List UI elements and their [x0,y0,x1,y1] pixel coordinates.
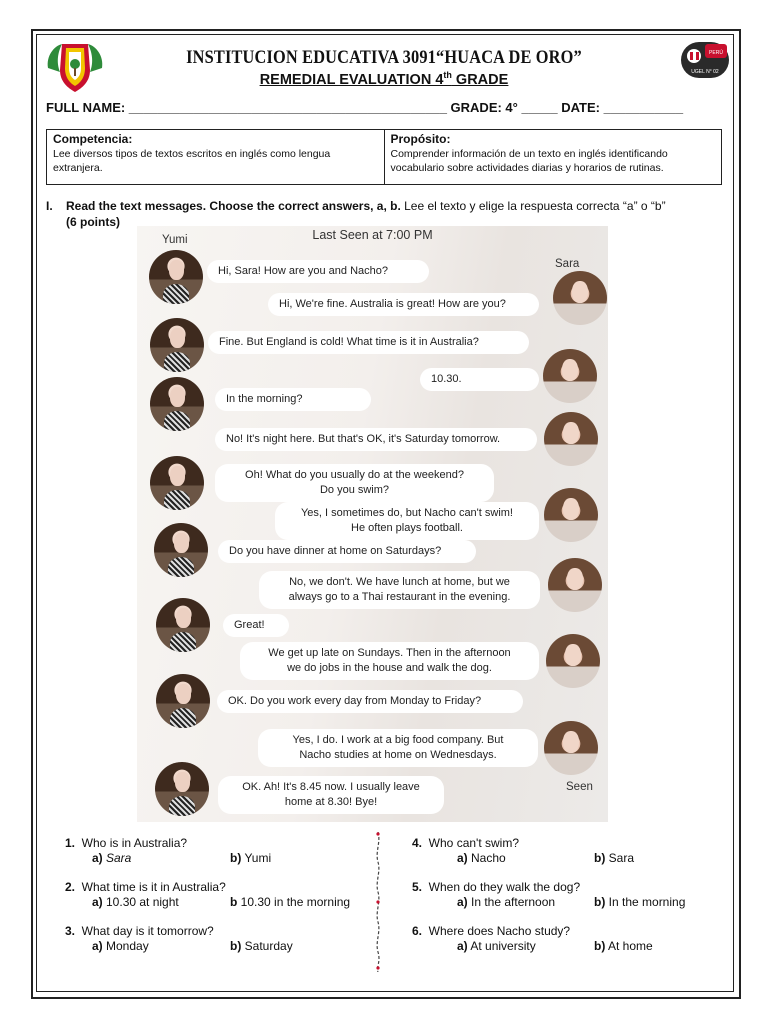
message-line: Fine. But England is cold! What time is it in Australia? [219,336,479,348]
instruction-bold: Read the text messages. Choose the correct answers, a, b. [66,199,401,213]
option-b[interactable] [230,895,350,910]
option-text: 10.30 in the morning [237,895,351,909]
chat-bubble-yumi [207,260,429,283]
instruction-points: (6 points) [66,215,120,229]
question-number: 4. [412,836,423,850]
message-line: Great! [234,619,265,631]
sara-avatar [548,558,602,612]
avatar-face [562,359,578,381]
avatar-face [170,466,185,486]
yumi-avatar [156,598,210,652]
option-text: Saturday [241,939,293,953]
avatar-face [563,422,579,444]
yumi-avatar [149,250,203,304]
avatar-face [170,387,185,407]
question-number: 6. [412,924,423,938]
yumi-avatar [154,523,208,577]
message-line: Hi, We're fine. Australia is great! How are you? [279,298,506,310]
avatar-face [170,328,185,348]
question-2 [65,880,226,895]
section-number: I. [46,199,53,213]
option-b[interactable] [230,939,293,954]
question-text: Who can't swim? [422,836,519,850]
option-text: Yumi [241,851,272,865]
option-letter: a) [92,851,103,865]
proposito-text: Comprender información de un texto en inglés identificando vocabulario sobre actividades diarias y horarios de rutinas. [390,148,668,174]
question-1 [65,836,187,851]
option-letter: b) [230,851,242,865]
option-letter: b) [230,939,242,953]
sara-avatar [544,412,598,466]
avatar-face [176,684,191,704]
sara-avatar [553,271,607,325]
chat-bubble-sara [268,293,539,316]
yumi-avatar [150,318,204,372]
option-text: In the afternoon [467,895,556,909]
chat-bubble-sara [420,368,539,391]
option-letter: b) [594,939,606,953]
option-a[interactable] [92,939,149,954]
message-line: We get up late on Sundays. Then in the afternoon [268,647,511,659]
option-letter: a) [92,939,103,953]
chat-bubble-sara [215,428,537,451]
option-text: At home [605,939,653,953]
question-3 [65,924,214,939]
yumi-name-label: Yumi [162,234,188,246]
question-number: 3. [65,924,76,938]
option-b[interactable] [594,851,634,866]
message-line: OK. Ah! It's 8.45 now. I usually leave [242,781,420,793]
message-line: Hi, Sara! How are you and Nacho? [218,265,388,277]
option-text: Sara [605,851,635,865]
option-text: 10.30 at night [102,895,179,909]
sara-avatar [544,488,598,542]
option-b[interactable] [594,939,653,954]
option-text: At university [467,939,536,953]
last-seen-label: Last Seen at 7:00 PM [312,228,433,242]
seen-label: Seen [566,781,593,793]
message-line: OK. Do you work every day from Monday to Friday? [228,695,482,707]
competencia-title: Competencia: [53,132,133,146]
question-4 [412,836,519,851]
message-line: home at 8.30! Bye! [284,796,378,808]
option-a[interactable] [92,851,131,866]
proposito-title: Propósito: [390,132,451,146]
chat-bubble-sara [258,729,538,767]
avatar-face [567,568,583,590]
option-a[interactable] [92,895,179,910]
yumi-avatar [150,377,204,431]
message-line: Yes, I do. I work at a big food company. But [292,734,504,746]
chat-bubble-yumi [218,540,476,563]
avatar-face [176,608,191,628]
chat-bubble-yumi [218,776,444,814]
competencia-proposito-table [46,129,722,185]
option-letter: a) [457,851,468,865]
chat-bubble-sara [275,502,539,540]
option-a[interactable] [457,939,536,954]
question-number: 5. [412,880,423,894]
chat-bubble-sara [259,571,540,609]
question-6 [412,924,570,939]
question-text: What time is it in Australia? [75,880,226,894]
question-text: When do they walk the dog? [422,880,581,894]
question-number: 1. [65,836,76,850]
option-text: In the morning [605,895,686,909]
yumi-avatar [150,456,204,510]
chat-bubble-yumi [217,690,523,713]
option-letter: b) [594,895,606,909]
message-line: Do you swim? [319,484,390,496]
option-b[interactable] [594,895,685,910]
avatar-face [169,260,184,280]
avatar-face [174,533,189,553]
message-line: we do jobs in the house and walk the dog. [287,662,492,674]
questions-section [0,834,768,984]
message-line: Yes, I sometimes do, but Nacho can't swim! [300,507,513,519]
option-text: Sara [102,851,132,865]
message-line: No, we don't. We have lunch at home, but we [289,576,510,588]
yumi-avatar [156,674,210,728]
message-line: He often plays football. [351,522,463,534]
evaluation-title: REMEDIAL EVALUATION 4th GRADE [259,70,509,88]
chat-bubble-yumi [223,614,289,637]
message-line: Oh! What do you usually do at the weekend? [245,469,464,481]
avatar-face [565,644,581,666]
yumi-avatar [155,762,209,816]
option-a[interactable] [457,851,506,866]
chat-bubble-yumi [208,331,529,354]
question-number: 2. [65,880,76,894]
message-line: Do you have dinner at home on Saturdays? [229,545,442,557]
logo-text-peru: PERÚ [709,50,723,56]
option-text: Monday [102,939,149,953]
sara-name-label: Sara [555,258,580,270]
option-letter: a) [92,895,103,909]
chat-bubble-sara [240,642,539,680]
sara-avatar [543,349,597,403]
student-info-line: FULL NAME: ____________________________________________ GRADE: 4° _____ DATE: ___________ [46,100,684,115]
competencia-text: Lee diversos tipos de textos escritos en inglés como lengua extranjera. [53,148,331,174]
message-line: In the morning? [226,393,303,405]
message-line: Nacho studies at home on Wednesdays. [299,749,497,761]
instruction-spanish: Lee el texto y elige la respuesta correcta “a” o “b” [400,199,666,213]
option-b[interactable] [230,851,271,866]
question-5 [412,880,580,895]
chat-image [137,226,608,822]
question-text: What day is it tomorrow? [75,924,214,938]
sara-avatar [546,634,600,688]
avatar-face [175,772,190,792]
question-text: Where does Nacho study? [422,924,571,938]
option-letter: b) [594,851,606,865]
competencia-cell [47,130,384,184]
avatar-face [563,498,579,520]
chat-bubble-yumi [215,464,494,502]
message-line: 10.30. [431,373,462,385]
proposito-cell [384,130,722,184]
chat-bubble-yumi [215,388,371,411]
message-line: No! It's night here. But that's OK, it's Saturday tomorrow. [226,433,501,445]
option-letter: a) [457,895,468,909]
option-a[interactable] [457,895,555,910]
option-letter: b [230,895,238,909]
school-title: INSTITUCION EDUCATIVA 3091“HUACA DE ORO” [186,47,582,68]
logo-text-ugel: UGEL N° 02 [691,69,719,75]
option-text: Nacho [467,851,506,865]
sara-avatar [544,721,598,775]
message-line: always go to a Thai restaurant in the evening. [288,591,511,603]
option-letter: a) [457,939,468,953]
question-text: Who is in Australia? [75,836,188,850]
avatar-face [572,281,588,303]
avatar-face [563,731,579,753]
